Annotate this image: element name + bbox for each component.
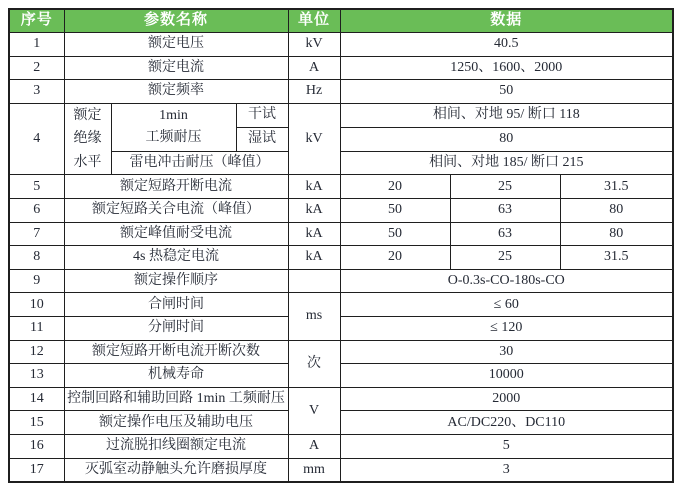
cell-data-r5-2: 25 (450, 175, 560, 199)
cell-param-r7: 额定峰值耐受电流 (64, 222, 288, 246)
table-row (9, 434, 673, 458)
cell-data-r6-3: 80 (560, 199, 673, 223)
table-row (9, 80, 673, 104)
cell-unit-r8: kA (288, 246, 340, 270)
table-row (9, 411, 673, 435)
cell-dry-test-label: 干试 (236, 103, 288, 127)
cell-data-r14: 2000 (340, 387, 673, 411)
cell-data-r3: 50 (340, 80, 673, 104)
cell-param-r11: 分闸时间 (64, 316, 288, 340)
cell-data-r16: 5 (340, 434, 673, 458)
cell-unit-r4: kV (288, 103, 340, 175)
cell-unit-r17: mm (288, 458, 340, 482)
table-row (9, 316, 673, 340)
cell-power-frequency-withstand (111, 103, 236, 151)
cell-no-r11: 11 (9, 316, 64, 340)
cell-data-r8-3: 31.5 (560, 246, 673, 270)
table-row (9, 387, 673, 411)
cell-data-r11: ≤ 120 (340, 316, 673, 340)
cell-data-r2: 1250、1600、2000 (340, 56, 673, 80)
cell-param-r5: 额定短路开断电流 (64, 175, 288, 199)
cell-unit-r16: A (288, 434, 340, 458)
cell-impulse-label: 雷电冲击耐压（峰值） (111, 151, 288, 175)
cell-no-r15: 15 (9, 411, 64, 435)
cell-data-r7-1: 50 (340, 222, 450, 246)
cell-param-r8: 4s 热稳定电流 (64, 246, 288, 270)
power-frequency-line1: 1min (159, 107, 188, 123)
cell-unit-r10-r11: ms (288, 293, 340, 340)
table-row (9, 33, 673, 57)
insulation-group-label: 额定绝缘水平 (73, 107, 102, 170)
cell-no-r7: 7 (9, 222, 64, 246)
header-unit: 单位 (288, 9, 340, 33)
table-row (9, 175, 673, 199)
header-param: 参数名称 (64, 9, 288, 33)
cell-param-r10: 合闸时间 (64, 293, 288, 317)
cell-data-r5-3: 31.5 (560, 175, 673, 199)
header-row (9, 9, 673, 33)
table-row (9, 293, 673, 317)
cell-wet-test-label: 湿试 (236, 127, 288, 151)
cell-no-r2: 2 (9, 56, 64, 80)
table-row (9, 246, 673, 270)
cell-no-r13: 13 (9, 364, 64, 388)
cell-unit-r12-r13: 次 (288, 340, 340, 387)
cell-data-r10: ≤ 60 (340, 293, 673, 317)
cell-data-r8-1: 20 (340, 246, 450, 270)
table-row (9, 56, 673, 80)
cell-no-r10: 10 (9, 293, 64, 317)
cell-unit-r14-r15: V (288, 387, 340, 434)
cell-no-r14: 14 (9, 387, 64, 411)
table-row (9, 340, 673, 364)
cell-data-r5-1: 20 (340, 175, 450, 199)
cell-param-r15: 额定操作电压及辅助电压 (64, 411, 288, 435)
cell-data-r7-2: 63 (450, 222, 560, 246)
header-no: 序号 (9, 9, 64, 33)
cell-data-r1: 40.5 (340, 33, 673, 57)
cell-param-r13: 机械寿命 (64, 364, 288, 388)
header-data: 数据 (340, 9, 673, 33)
cell-impulse-data: 相间、对地 185/ 断口 215 (340, 151, 673, 175)
cell-param-r2: 额定电流 (64, 56, 288, 80)
cell-no-r4: 4 (9, 103, 64, 175)
cell-no-r8: 8 (9, 246, 64, 270)
cell-unit-r3: Hz (288, 80, 340, 104)
table-row (9, 222, 673, 246)
cell-no-r16: 16 (9, 434, 64, 458)
cell-unit-r9 (288, 269, 340, 293)
cell-no-r3: 3 (9, 80, 64, 104)
cell-param-r6: 额定短路关合电流（峰值） (64, 199, 288, 223)
cell-insulation-group (64, 103, 111, 175)
cell-unit-r2: A (288, 56, 340, 80)
cell-no-r17: 17 (9, 458, 64, 482)
cell-param-r17: 灭弧室动静触头允许磨损厚度 (64, 458, 288, 482)
table-row (9, 199, 673, 223)
cell-param-r14: 控制回路和辅助回路 1min 工频耐压 (64, 387, 288, 411)
cell-no-r5: 5 (9, 175, 64, 199)
cell-param-r16: 过流脱扣线圈额定电流 (64, 434, 288, 458)
cell-data-r15: AC/DC220、DC110 (340, 411, 673, 435)
cell-no-r6: 6 (9, 199, 64, 223)
cell-param-r9: 额定操作顺序 (64, 269, 288, 293)
cell-data-r12: 30 (340, 340, 673, 364)
cell-param-r1: 额定电压 (64, 33, 288, 57)
cell-no-r1: 1 (9, 33, 64, 57)
cell-data-r8-2: 25 (450, 246, 560, 270)
table-row (9, 458, 673, 482)
cell-wet-test-data: 80 (340, 127, 673, 151)
cell-unit-r5: kA (288, 175, 340, 199)
cell-param-r12: 额定短路开断电流开断次数 (64, 340, 288, 364)
power-frequency-line2: 工频耐压 (145, 130, 202, 146)
cell-data-r9: O-0.3s-CO-180s-CO (340, 269, 673, 293)
cell-param-r3: 额定频率 (64, 80, 288, 104)
cell-unit-r7: kA (288, 222, 340, 246)
cell-data-r6-2: 63 (450, 199, 560, 223)
cell-data-r6-1: 50 (340, 199, 450, 223)
cell-unit-r6: kA (288, 199, 340, 223)
cell-data-r13: 10000 (340, 364, 673, 388)
table-row-4a (9, 103, 673, 127)
cell-data-r17: 3 (340, 458, 673, 482)
table-row (9, 364, 673, 388)
cell-dry-test-data: 相间、对地 95/ 断口 118 (340, 103, 673, 127)
cell-no-r12: 12 (9, 340, 64, 364)
cell-unit-r1: kV (288, 33, 340, 57)
table-row (9, 269, 673, 293)
cell-no-r9: 9 (9, 269, 64, 293)
cell-data-r7-3: 80 (560, 222, 673, 246)
spec-table (8, 8, 674, 483)
